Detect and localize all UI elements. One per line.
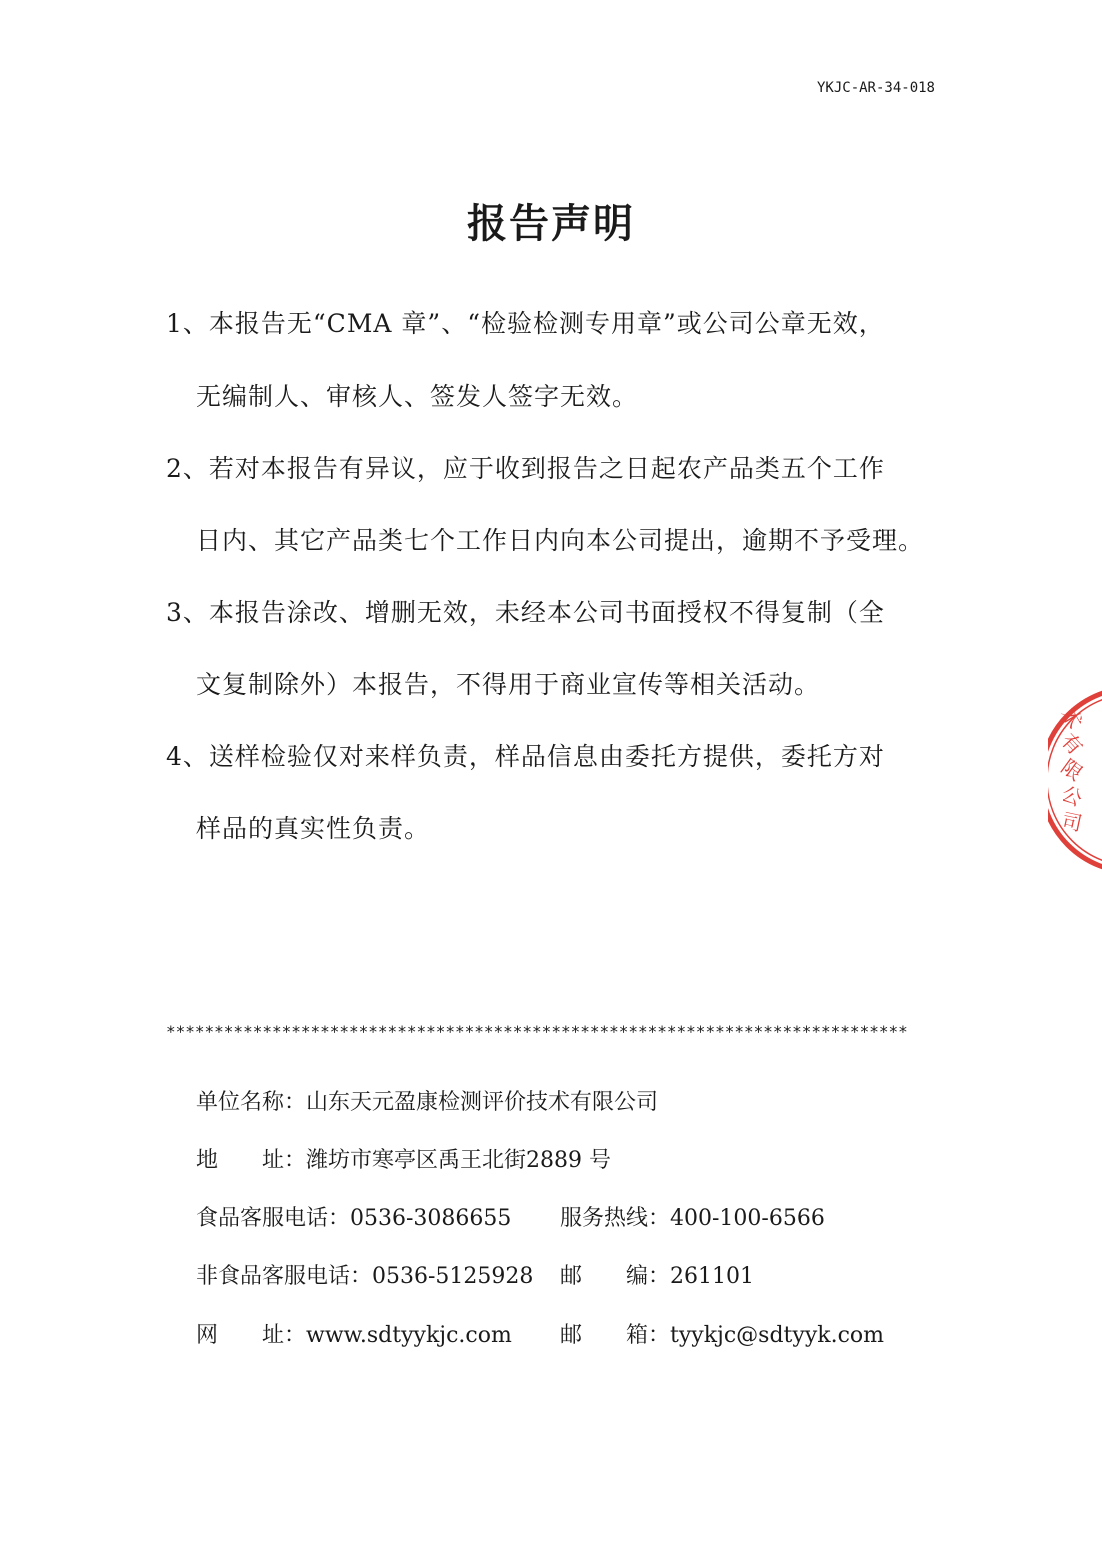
seal-character: 有: [1056, 728, 1088, 760]
nonfood-service-phone: 非食品客服电话：0536-5125928: [196, 1264, 534, 1289]
food-service-phone: 食品客服电话：0536-3086655: [196, 1206, 512, 1231]
seal-character: 司: [1059, 808, 1085, 836]
seal-character: 限: [1056, 754, 1088, 786]
separator-line: *****************************************************************************: [166, 1022, 908, 1041]
website-link[interactable]: 网 址：www.sdtyykjc.com: [196, 1323, 512, 1348]
statement-1-line-2: 无编制人、审核人、签发人签字无效。: [196, 382, 639, 411]
statement-2-line-1: 2、若对本报告有异议，应于收到报告之日起农产品类五个工作: [166, 454, 885, 483]
statement-4-line-1: 4、送样检验仅对来样负责，样品信息由委托方提供，委托方对: [166, 742, 885, 771]
statement-1-line-1: 1、本报告无“CMA 章”、“检验检测专用章”或公司公章无效，: [166, 309, 885, 338]
company-name: 单位名称：山东天元盈康检测评价技术有限公司: [196, 1090, 659, 1115]
seal-icon: [1048, 680, 1102, 880]
document-code: YKJC-AR-34-018: [816, 80, 935, 96]
postcode: 邮 编：261101: [560, 1264, 754, 1289]
seal-character: 公: [1057, 780, 1087, 812]
statement-4-line-2: 样品的真实性负责。: [196, 814, 431, 843]
seal-character: 术: [1056, 703, 1088, 733]
company-seal-stamp: [1048, 680, 1102, 880]
statement-3-line-1: 3、本报告涂改、增删无效，未经本公司书面授权不得复制（全: [166, 598, 885, 627]
address: 地 址：潍坊市寒亭区禹王北街2889 号: [196, 1148, 611, 1173]
service-hotline: 服务热线：400-100-6566: [560, 1206, 825, 1231]
email-link[interactable]: 邮 箱：tyykjc@sdtyyk.com: [560, 1323, 884, 1348]
statement-2-line-2: 日内、其它产品类七个工作日内向本公司提出，逾期不予受理。: [196, 526, 925, 555]
page-title: 报告声明: [467, 201, 635, 247]
statement-3-line-2: 文复制除外）本报告，不得用于商业宣传等相关活动。: [196, 670, 821, 699]
